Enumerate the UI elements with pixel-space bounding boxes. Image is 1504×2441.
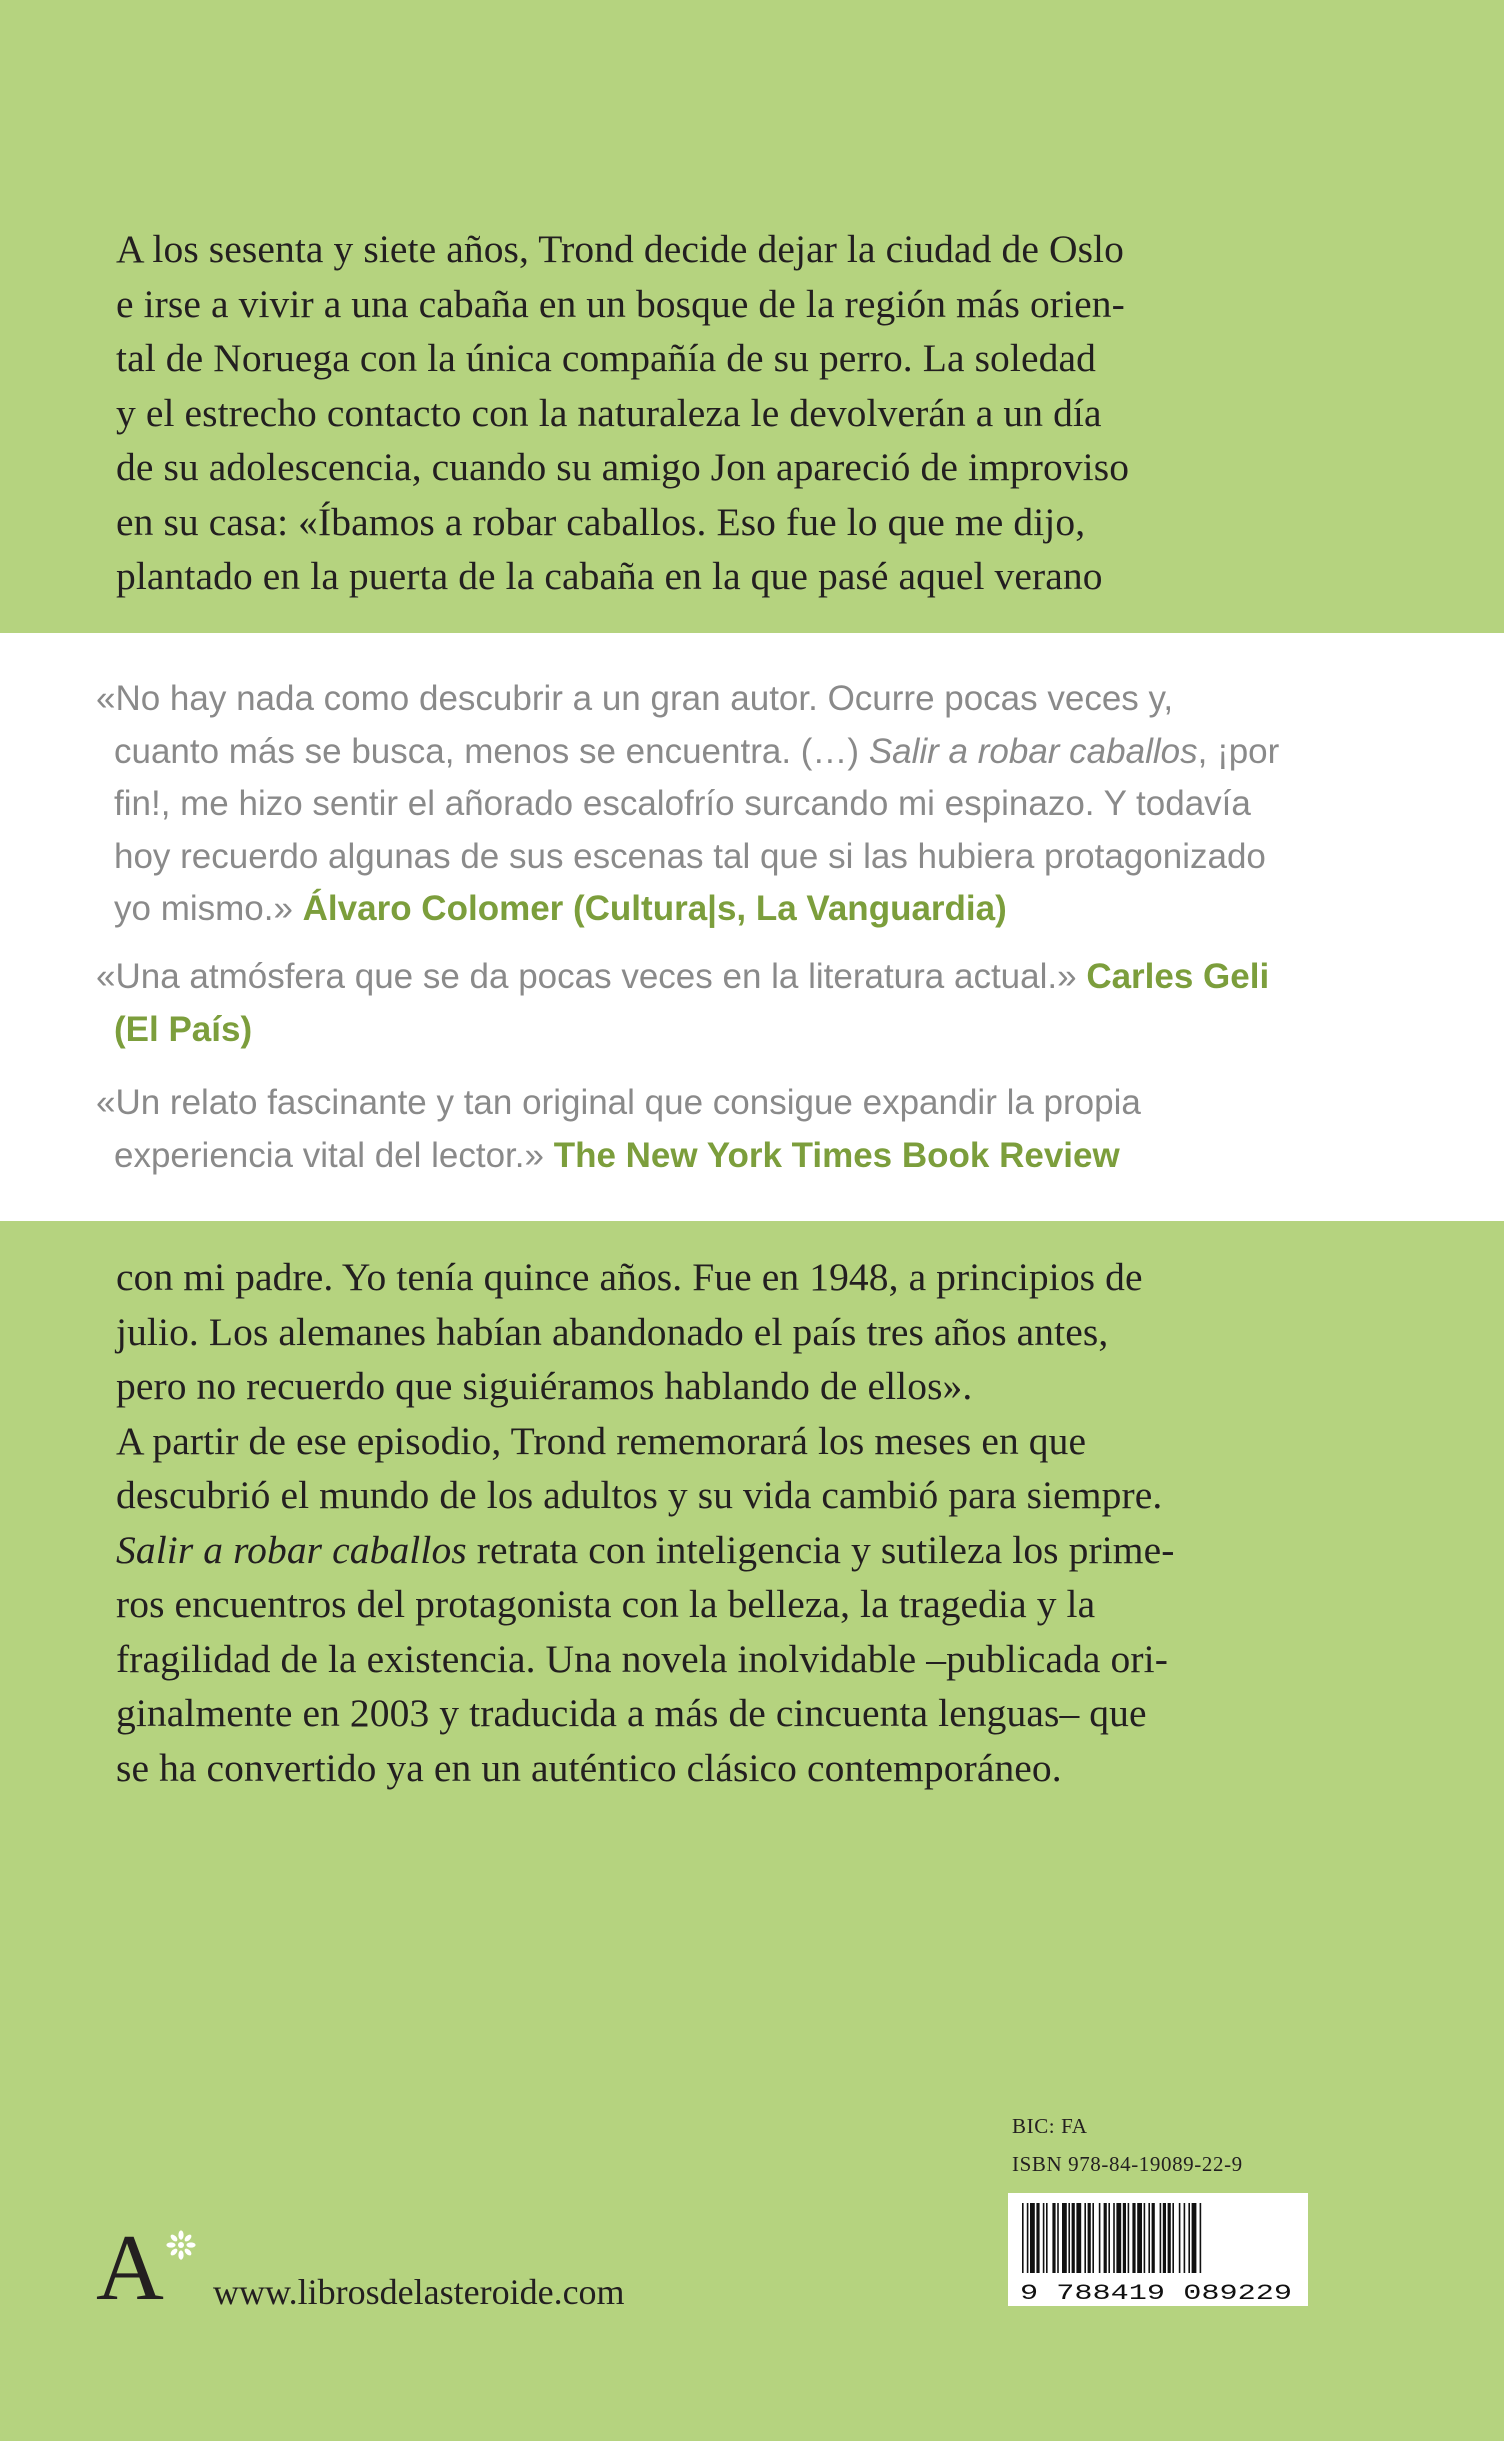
quote-line [96, 951, 1416, 1004]
book-title: Salir a robar caballos [116, 1527, 467, 1572]
barcode-bar [1036, 2203, 1039, 2273]
barcode-bar [1084, 2203, 1086, 2273]
barcode-digits: 9 788419 089229 [1020, 2281, 1292, 2306]
barcode-bar [1163, 2203, 1166, 2273]
quote-line [96, 883, 1416, 936]
synopsis-line: julio. Los alemanes habían abandonado el país tres años antes, [116, 1309, 1109, 1354]
barcode-bar [1068, 2203, 1070, 2273]
barcode-bar [1188, 2203, 1190, 2273]
synopsis-line: y el estrecho contacto con la naturaleza le devolverán a un día [116, 390, 1102, 435]
synopsis-intro-paragraph [116, 222, 1356, 604]
barcode-bar [1052, 2203, 1055, 2273]
quote-text: , ¡por [1197, 731, 1280, 771]
synopsis-line: se ha convertido ya en un auténtico clásico contemporáneo. [116, 1745, 1062, 1790]
synopsis-line: tal de Noruega con la única compañía de su perro. La soledad [116, 336, 1096, 380]
barcode-icon [1008, 2193, 1308, 2306]
synopsis-line: e irse a vivir a una cabaña en un bosque de la región más orien- [116, 281, 1125, 326]
quote-text: experiencia vital del lector.» [114, 1135, 554, 1175]
barcode-bar [1144, 2203, 1146, 2273]
barcode-bar [1179, 2203, 1181, 2273]
quote-text: «Una atmósfera que se da pocas veces en la literatura actual.» [96, 957, 1087, 996]
quote-book-title: Salir a robar caballos [868, 731, 1198, 771]
quote-line [96, 1130, 1416, 1183]
synopsis-line: fragilidad de la existencia. Una novela inolvidable –publicada ori- [116, 1636, 1168, 1681]
press-quotes-band [0, 633, 1504, 1221]
press-quote [96, 1077, 1416, 1182]
press-quote [96, 673, 1416, 936]
barcode-bar [1132, 2203, 1135, 2273]
barcode-bar [1057, 2203, 1059, 2273]
publisher-website-link[interactable]: www.librosdelasteroide.com [213, 2272, 625, 2312]
synopsis-continuation-paragraph [116, 1250, 1356, 1795]
barcode-bar [1108, 2203, 1110, 2273]
bic-code: BIC: FA [1012, 2114, 1088, 2138]
barcode-bar [1160, 2203, 1162, 2273]
barcode-bar [1200, 2203, 1202, 2273]
quote-line [96, 726, 1416, 779]
quote-source: The New York Times Book Review [553, 1135, 1120, 1175]
isbn-barcode [1008, 2193, 1308, 2306]
barcode-bar [1113, 2203, 1115, 2273]
synopsis-line: ros encuentros del protagonista con la belleza, la tragedia y la [116, 1582, 1096, 1626]
synopsis-line: de su adolescencia, cuando su amigo Jon apareció de improviso [116, 445, 1130, 489]
barcode-bar [1099, 2203, 1101, 2273]
quote-line: fin!, me hizo sentir el añorado escalofrío surcando mi espinazo. Y todavía [114, 784, 1251, 823]
synopsis-text: retrata con inteligencia y sutileza los prime- [466, 1527, 1175, 1572]
barcode-bar [1027, 2203, 1029, 2273]
barcode-bar [1030, 2203, 1035, 2273]
synopsis-line: plantado en la puerta de la cabaña en la que pasé aquel verano [116, 554, 1103, 598]
quote-line: hoy recuerdo algunas de sus escenas tal que si las hubiera protagonizado [114, 836, 1266, 876]
quote-source: (El País) [114, 1009, 253, 1049]
barcode-bar [1076, 2203, 1081, 2273]
publisher-logo [96, 2218, 186, 2318]
synopsis-line: pero no recuerdo que siguiéramos hablando de ellos». [116, 1364, 973, 1408]
synopsis-line: con mi padre. Yo tenía quince años. Fue en 1948, a principios de [116, 1255, 1143, 1299]
synopsis-line [116, 1523, 1356, 1578]
barcode-bar [1062, 2203, 1067, 2273]
synopsis-line: ginalmente en 2003 y traducida a más de cincuenta lenguas– que [116, 1691, 1147, 1735]
quote-text: cuanto más se busca, menos se encuentra. (…) [114, 731, 869, 771]
barcode-bar [1088, 2203, 1091, 2273]
quote-line: «No hay nada como descubrir a un gran autor. Ocurre pocas veces y, [96, 679, 1174, 718]
press-quote [96, 951, 1416, 1056]
barcode-bar [1104, 2203, 1107, 2273]
barcode-bar [1168, 2203, 1171, 2273]
quote-source: Álvaro Colomer (Cultura|s, La Vanguardia) [302, 889, 1007, 928]
synopsis-line: A partir de ese episodio, Trond rememorará los meses en que [116, 1418, 1087, 1463]
barcode-bar [1072, 2203, 1075, 2273]
barcode-bar [1043, 2203, 1045, 2273]
barcode-bar [1172, 2203, 1174, 2273]
synopsis-line: descubrió el mundo de los adultos y su vida cambió para siempre. [116, 1473, 1163, 1517]
isbn-number: ISBN 978-84-19089-22-9 [1012, 2152, 1243, 2176]
synopsis-line: A los sesenta y siete años, Trond decide dejar la ciudad de Oslo [116, 227, 1124, 271]
barcode-bar [1128, 2203, 1130, 2273]
barcode-bar [1123, 2203, 1126, 2273]
barcode-bar [1116, 2203, 1121, 2273]
barcode-bar [1092, 2203, 1094, 2273]
quote-source: Carles Geli [1086, 957, 1270, 996]
asterisk-flower-icon [166, 2230, 196, 2260]
barcode-bar [1152, 2203, 1155, 2273]
quote-line [96, 1004, 1416, 1057]
barcode-bar [1022, 2203, 1024, 2273]
barcode-bar [1148, 2203, 1150, 2273]
barcode-bar [1192, 2203, 1197, 2273]
quote-text: yo mismo.» [114, 889, 303, 928]
synopsis-line: en su casa: «Íbamos a robar caballos. Eso fue lo que me dijo, [116, 499, 1086, 544]
barcode-bar [1137, 2203, 1142, 2273]
quote-line: «Un relato fascinante y tan original que consigue expandir la propia [96, 1083, 1141, 1122]
barcode-bar [1046, 2203, 1048, 2273]
logo-letter: A [96, 2216, 164, 2320]
barcode-bar [1184, 2203, 1186, 2273]
